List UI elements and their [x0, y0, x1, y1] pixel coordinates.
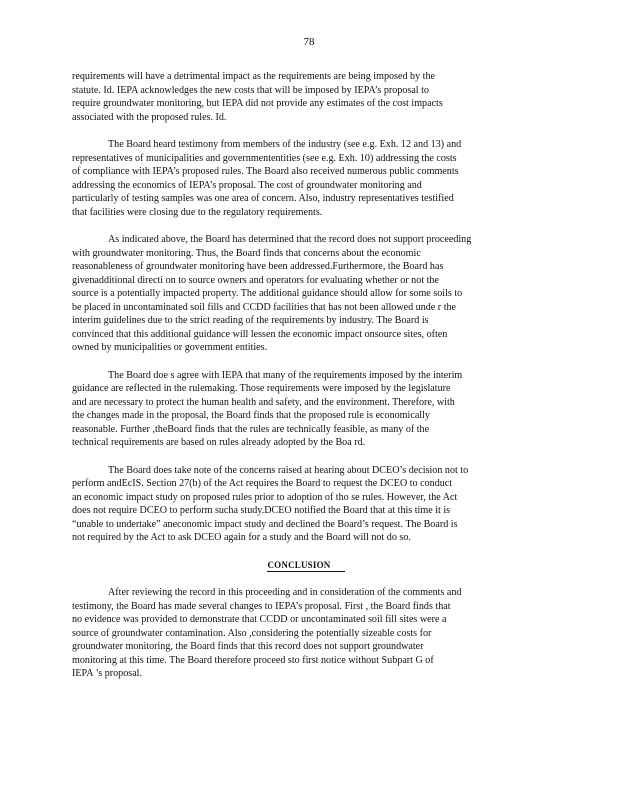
page-number: 78	[303, 36, 315, 48]
text-line: statute. Id. IEPA acknowledges the new costs that will be imposed by IEPA’s proposal to	[72, 84, 429, 96]
text-line: the changes made in the proposal, the Board finds that the proposed rule is economically	[72, 410, 430, 421]
text-line: interim guidelines due to the strict reading of the requirements by industry. The Board is	[72, 315, 429, 326]
text-line: of compliance with IEPA’s proposed rules. The Board also received numerous public comments	[72, 166, 459, 177]
text-line: The Board heard testimony from members of the industry (see e.g. Exh. 12 and 13) and	[108, 139, 462, 150]
section-heading	[72, 559, 540, 573]
text-line: source is a potentially impacted property. The additional guidance should allow for some soils to	[72, 288, 463, 299]
text-line: require groundwater monitoring, but IEPA did not provide any estimates of the cost impacts	[72, 98, 443, 109]
text-line: perform andEcIS. Section 27(b) of the Act requires the Board to request the DCEO to conduct	[72, 478, 453, 489]
text-line: does not require DCEO to perform sucha study.DCEO notified the Board that at this time it is	[72, 505, 451, 516]
text-line: and are necessary to protect the human health and safety, and the environment. Therefore, with	[72, 396, 455, 408]
text-line: guidance are reflected in the rulemaking. Those requirements were imposed by the legislature	[72, 383, 451, 394]
text-line: givenadditional directi on to source owners and operators for evaluating whether or not the	[72, 274, 439, 286]
text-line: owned by municipalities or government entities.	[72, 342, 268, 353]
text-line: reasonableness of groundwater monitoring have been addressed.Furthermore, the Board has	[72, 261, 444, 272]
text-line: monitoring at this time. The Board therefore proceed sto first notice without Subpart G of	[72, 654, 434, 666]
document-body	[72, 70, 540, 681]
text-line: that facilities were closing due to the regulatory requirements.	[72, 206, 323, 218]
paragraph-1	[72, 70, 540, 124]
paragraph-3	[72, 233, 540, 355]
text-line: testimony, the Board has made several changes to IEPA’s proposal. First , the Board finds that	[72, 600, 451, 612]
text-line: associated with the proposed rules. Id.	[72, 111, 227, 123]
conclusion-paragraph	[72, 586, 540, 681]
text-line: The Board does take note of the concerns raised at hearing about DCEO’s decision not to	[108, 464, 469, 476]
text-line: groundwater monitoring, the Board finds that this record does not support groundwater	[72, 641, 424, 652]
text-line: no evidence was provided to demonstrate that CCDD or uncontaminated soil fill sites were a	[72, 614, 447, 625]
text-line: representatives of municipalities and governmententities (see e.g. Exh. 10) addressing the costs	[72, 152, 457, 164]
text-line: reasonable. Further ,theBoard finds that the rules are technically feasible, as many of the	[72, 423, 430, 435]
text-line: convinced that this additional guidance will lessen the economic impact onsource sites, often	[72, 328, 448, 340]
text-line: not required by the Act to ask DCEO again for a study and the Board will not do so.	[72, 532, 411, 543]
text-line: As indicated above, the Board has determined that the record does not support proceeding	[108, 234, 472, 245]
text-line: with groundwater monitoring. Thus, the Board finds that concerns about the economic	[72, 247, 421, 259]
text-line: be placed in uncontaminated soil fills and CCDD facilities that has not been allowed unde r the	[72, 301, 457, 313]
text-line: requirements will have a detrimental impact as the requirements are being imposed by the	[72, 71, 435, 82]
text-line: “unable to undertake” aneconomic impact study and declined the Board’s request. The Board is	[72, 518, 458, 530]
conclusion-heading: CONCLUSION	[267, 560, 344, 572]
text-line: After reviewing the record in this proceeding and in consideration of the comments and	[108, 587, 462, 598]
text-line: technical requirements are based on rules already adopted by the Boa rd.	[72, 437, 366, 448]
paragraph-2	[72, 138, 540, 219]
text-line: The Board doe s agree with IEPA that many of the requirements imposed by the interim	[108, 369, 463, 381]
text-line: an economic impact study on proposed rules prior to adoption of tho se rules. However, the Act	[72, 491, 458, 503]
paragraph-4	[72, 369, 540, 450]
text-line: particularly of testing samples was one area of concern. Also, industry representatives testified	[72, 193, 454, 204]
paragraph-5	[72, 464, 540, 545]
text-line: source of groundwater contamination. Also ,considering the potentially sizeable costs for	[72, 627, 432, 639]
text-line: addressing the economics of IEPA’s proposal. The cost of groundwater monitoring and	[72, 179, 422, 191]
text-line: IEPA ’s proposal.	[72, 668, 143, 679]
